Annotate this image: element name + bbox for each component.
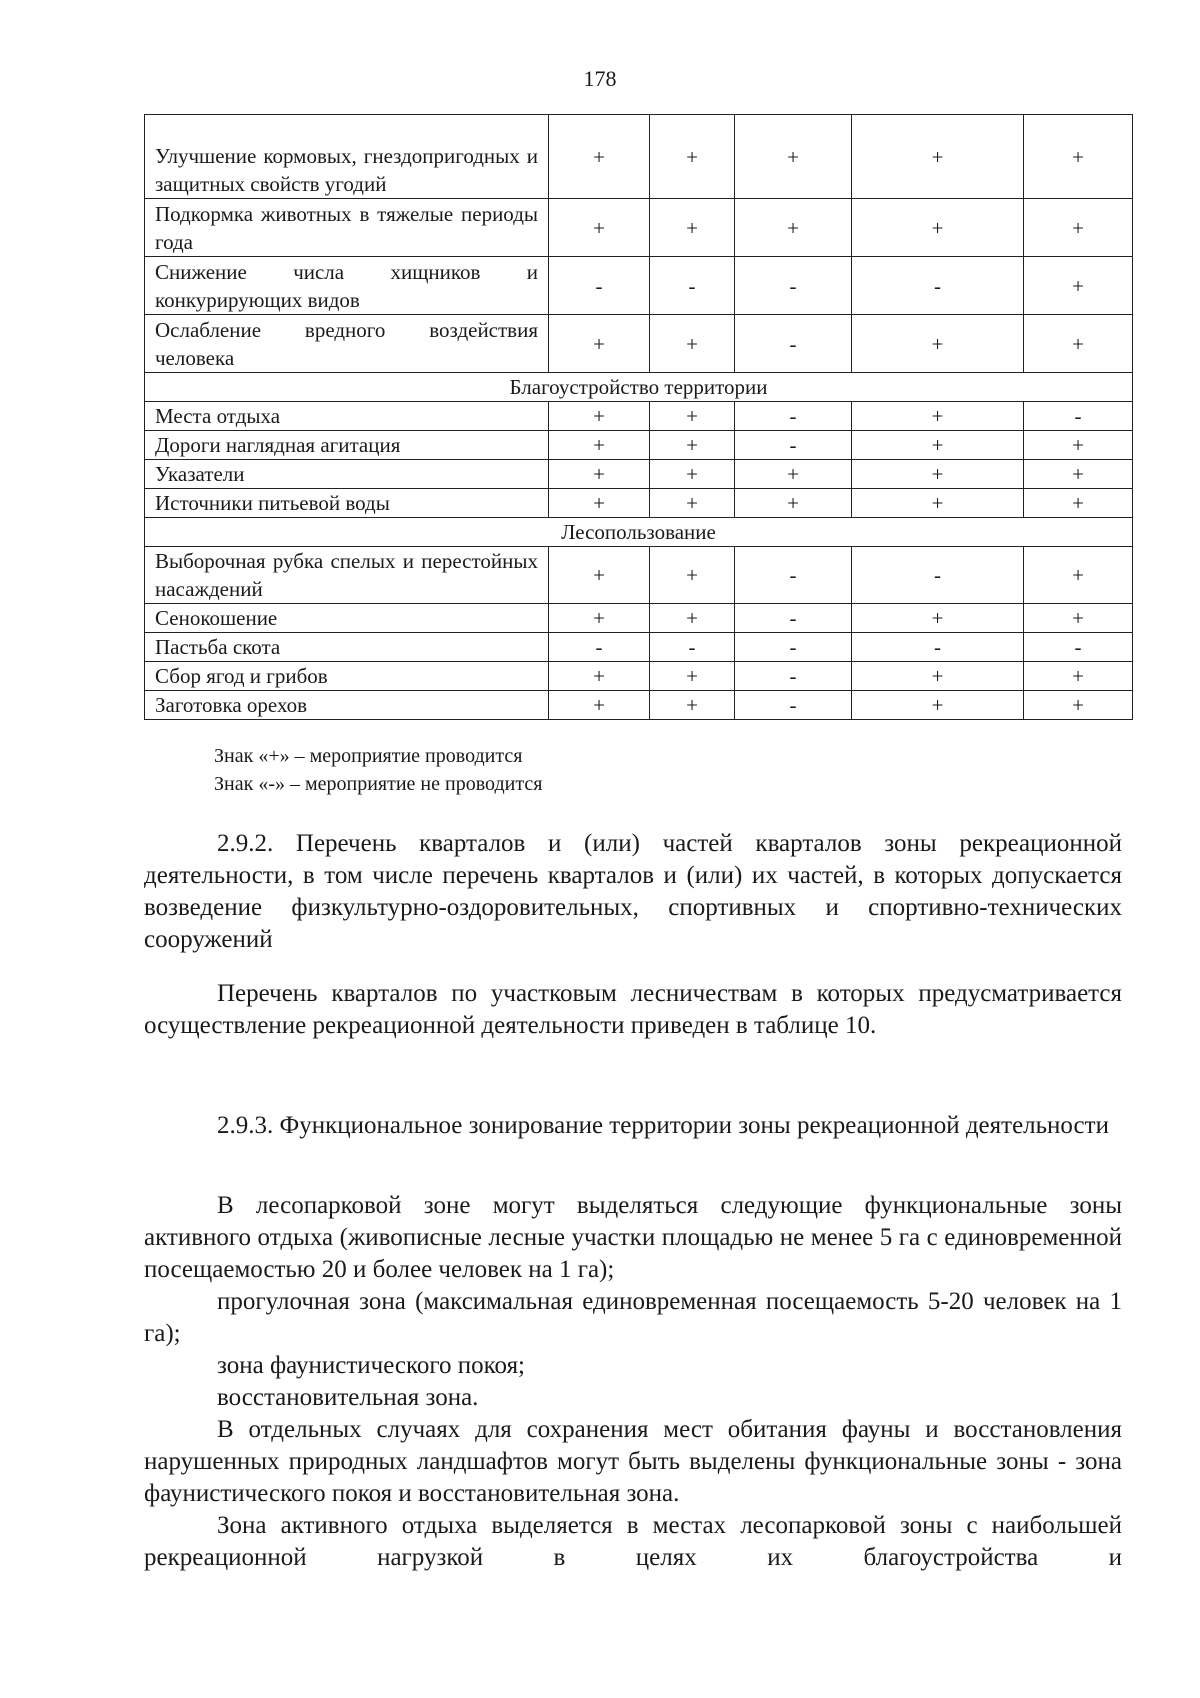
mark-cell: - — [735, 431, 852, 460]
table-section-row — [145, 518, 1133, 547]
mark-cell: + — [1024, 115, 1133, 199]
mark-cell: + — [650, 431, 735, 460]
activity-name: Места отдыха — [145, 402, 549, 431]
mark-cell: - — [735, 547, 852, 604]
mark-cell: + — [852, 460, 1024, 489]
mark-cell: + — [549, 199, 650, 257]
paragraph: восстановительная зона. — [217, 1384, 479, 1411]
mark-cell: - — [1024, 402, 1133, 431]
table-row — [145, 115, 1133, 199]
paragraph: В лесопарковой зоне могут выделяться следующие функциональные зоны активного отдыха (живописные лесные участки площадью не менее 5 га с единовременной посещаемостью 20 и более человек на 1 га); — [144, 1192, 1122, 1283]
mark-cell: + — [549, 431, 650, 460]
mark-cell: + — [852, 315, 1024, 373]
paragraph: В отдельных случаях для сохранения мест обитания фауны и восстановления нарушенных природных ландшафтов могут быть выделены функциональные зоны - зона фаунистического покоя и восстановительная зона. — [144, 1416, 1122, 1507]
mark-cell: - — [852, 633, 1024, 662]
mark-cell: - — [735, 315, 852, 373]
mark-cell: + — [1024, 662, 1133, 691]
table-row — [145, 604, 1133, 633]
section-2-9-3-heading — [144, 1110, 1122, 1142]
mark-cell: + — [735, 115, 852, 199]
table-row — [145, 431, 1133, 460]
table-row — [145, 199, 1133, 257]
table-row — [145, 257, 1133, 315]
mark-cell: + — [852, 691, 1024, 720]
mark-cell: + — [852, 662, 1024, 691]
mark-cell: - — [650, 257, 735, 315]
mark-cell: + — [852, 199, 1024, 257]
paragraph: прогулочная зона (максимальная единовременная посещаемость 5-20 человек на 1 га); — [144, 1288, 1122, 1347]
mark-cell: + — [549, 315, 650, 373]
activities-table — [144, 114, 1133, 720]
mark-cell: + — [650, 402, 735, 431]
mark-cell: - — [852, 257, 1024, 315]
mark-cell: + — [549, 460, 650, 489]
mark-cell: - — [735, 633, 852, 662]
table-row — [145, 662, 1133, 691]
table-section-row — [145, 373, 1133, 402]
mark-cell: - — [735, 604, 852, 633]
mark-cell: + — [549, 547, 650, 604]
mark-cell: + — [650, 315, 735, 373]
table-row — [145, 315, 1133, 373]
section-title: Лесопользование — [145, 518, 1133, 547]
mark-cell: + — [1024, 547, 1133, 604]
mark-cell: + — [852, 115, 1024, 199]
activity-name: Источники питьевой воды — [145, 489, 549, 518]
mark-cell: - — [1024, 633, 1133, 662]
mark-cell: - — [735, 662, 852, 691]
table-row — [145, 489, 1133, 518]
paragraph: Перечень кварталов по участковым лесничествам в которых предусматривается осуществление рекреационной деятельности приведен в таблице 10. — [144, 980, 1122, 1039]
mark-cell: + — [735, 489, 852, 518]
mark-cell: + — [549, 691, 650, 720]
section-2-9-2-body — [144, 978, 1122, 1042]
activity-name: Улучшение кормовых, гнездопригодных и защитных свойств угодий — [145, 115, 549, 199]
table-row — [145, 547, 1133, 604]
mark-cell: + — [1024, 604, 1133, 633]
paragraph: Зона активного отдыха выделяется в местах лесопарковой зоны с наибольшей рекреационной нагрузкой в целях их благоустройства и — [144, 1512, 1122, 1571]
table-row — [145, 460, 1133, 489]
mark-cell: + — [650, 460, 735, 489]
table-row — [145, 691, 1133, 720]
mark-cell: + — [852, 604, 1024, 633]
mark-cell: + — [1024, 460, 1133, 489]
mark-cell: + — [549, 402, 650, 431]
mark-cell: + — [650, 691, 735, 720]
mark-cell: - — [650, 633, 735, 662]
mark-cell: + — [1024, 431, 1133, 460]
mark-cell: + — [735, 460, 852, 489]
mark-cell: + — [650, 199, 735, 257]
mark-cell: + — [549, 489, 650, 518]
activity-name: Выборочная рубка спелых и перестойных насаждений — [145, 547, 549, 604]
paragraph: 2.9.3. Функциональное зонирование территории зоны рекреационной деятельности — [217, 1112, 1109, 1139]
mark-cell: + — [735, 199, 852, 257]
section-2-9-3-body — [144, 1190, 1122, 1574]
activity-name: Снижение числа хищников и конкурирующих видов — [145, 257, 549, 315]
mark-cell: + — [650, 115, 735, 199]
legend — [214, 742, 542, 798]
mark-cell: + — [549, 604, 650, 633]
mark-cell: + — [650, 489, 735, 518]
mark-cell: + — [650, 662, 735, 691]
paragraph: зона фаунистического покоя; — [217, 1352, 526, 1379]
page-number: 178 — [583, 66, 617, 91]
activity-name: Сбор ягод и грибов — [145, 662, 549, 691]
mark-cell: + — [1024, 691, 1133, 720]
activity-name: Указатели — [145, 460, 549, 489]
mark-cell: + — [852, 402, 1024, 431]
activity-name: Подкормка животных в тяжелые периоды года — [145, 199, 549, 257]
mark-cell: + — [852, 489, 1024, 518]
mark-cell: + — [1024, 199, 1133, 257]
mark-cell: - — [735, 257, 852, 315]
mark-cell: + — [1024, 257, 1133, 315]
activity-name: Дороги наглядная агитация — [145, 431, 549, 460]
mark-cell: - — [852, 547, 1024, 604]
mark-cell: + — [549, 115, 650, 199]
mark-cell: + — [549, 662, 650, 691]
table-row — [145, 633, 1133, 662]
mark-cell: + — [650, 604, 735, 633]
legend-plus: Знак «+» – мероприятие проводится — [214, 745, 523, 767]
mark-cell: + — [1024, 315, 1133, 373]
section-2-9-2-heading — [144, 828, 1122, 956]
mark-cell: - — [735, 402, 852, 431]
mark-cell: - — [735, 691, 852, 720]
mark-cell: - — [549, 257, 650, 315]
activity-name: Ослабление вредного воздействия человека — [145, 315, 549, 373]
section-title: Благоустройство территории — [145, 373, 1133, 402]
activity-name: Сенокошение — [145, 604, 549, 633]
mark-cell: + — [650, 547, 735, 604]
activity-name: Заготовка орехов — [145, 691, 549, 720]
activity-name: Пастьба скота — [145, 633, 549, 662]
table-row — [145, 402, 1133, 431]
legend-minus: Знак «-» – мероприятие не проводится — [214, 773, 543, 795]
mark-cell: + — [1024, 489, 1133, 518]
mark-cell: - — [549, 633, 650, 662]
paragraph: 2.9.2. Перечень кварталов и (или) частей кварталов зоны рекреационной деятельности, в том числе перечень кварталов и (или) их частей, в которых допускается возведение физкультурно-оздоровительных, спортивных и спортивно-технических сооружений — [144, 830, 1122, 953]
mark-cell: + — [852, 431, 1024, 460]
